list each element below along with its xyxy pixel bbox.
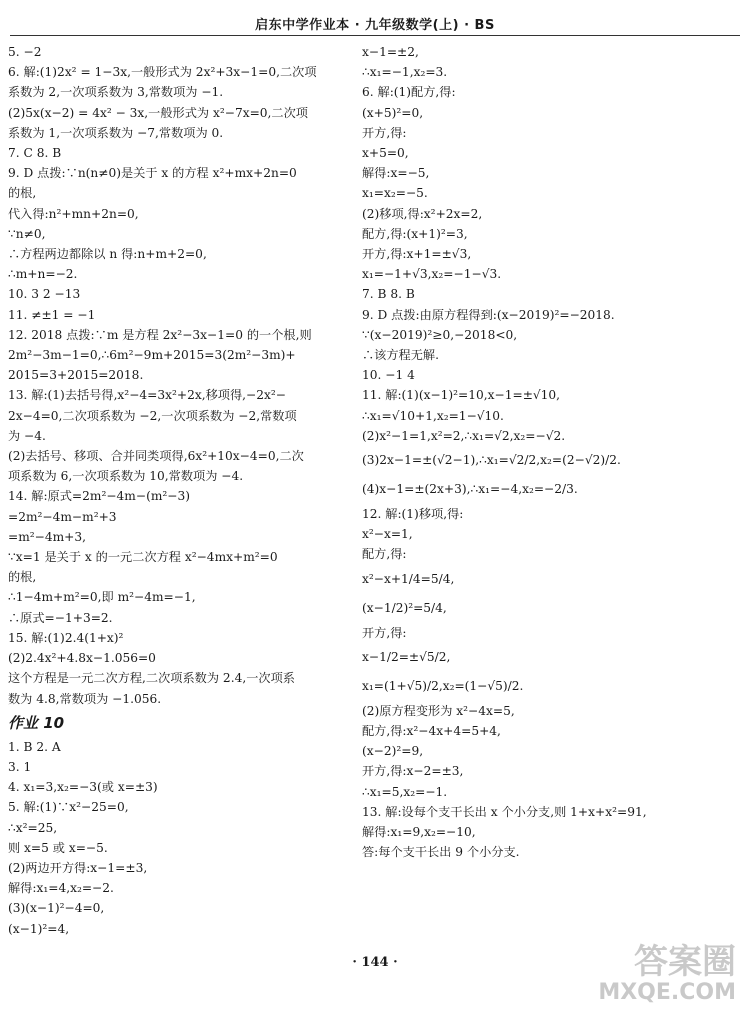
answer-line: (2)去括号、移项、合并同类项得,6x²+10x−4=0,二次 xyxy=(8,449,304,464)
answer-line: ∴x²=25, xyxy=(8,820,58,835)
answer-line: 13. 解:(1)去括号得,x²−4=3x²+2x,移项得,−2x²− xyxy=(8,388,286,403)
answer-line: 2015=3+2015=2018. xyxy=(8,368,144,383)
answer-line: (x−2)²=9, xyxy=(362,744,424,759)
watermark-main-text: 答案圈 xyxy=(634,942,736,982)
answer-line: 代入得:n²+mn+2n=0, xyxy=(8,206,139,221)
answer-line: (2)2.4x²+4.8x−1.056=0 xyxy=(8,651,156,666)
answer-line: 答:每个支干长出 9 个小分支. xyxy=(362,845,520,860)
answer-line: ∴x₁=−1,x₂=3. xyxy=(362,65,448,80)
answer-line: 2x−4=0,二次项系数为 −2,一次项系数为 −2,常数项 xyxy=(8,408,297,423)
answer-line: 开方,得:x+1=±√3, xyxy=(362,247,472,262)
answer-line: 11. ≠±1 = −1 xyxy=(8,307,96,322)
answer-line: 10. −1 4 xyxy=(362,368,415,383)
watermark-url-text: MXQE.COM xyxy=(598,980,736,1005)
answer-line: 10. 3 2 −13 xyxy=(8,287,81,302)
answer-line: x²−x+1/4=5/4, xyxy=(362,571,455,586)
answer-line: =m²−4m+3, xyxy=(8,529,87,544)
answer-line: ∴1−4m+m²=0,即 m²−4m=−1, xyxy=(8,590,196,605)
answer-line: 的根, xyxy=(8,570,37,585)
answer-line: ∴该方程无解. xyxy=(362,348,439,363)
answer-line: ∵n≠0, xyxy=(8,226,46,241)
answer-line: (x−1)²=4, xyxy=(8,921,70,936)
answer-line: x−1=±2, xyxy=(362,45,419,59)
answer-line: ∴x₁=√10+1,x₂=1−√10. xyxy=(362,408,504,423)
answer-line: 配方,得:(x+1)²=3, xyxy=(362,226,468,241)
answer-line: 1. B 2. A xyxy=(8,739,61,754)
answer-line: 项系数为 6,一次项系数为 10,常数项为 −4. xyxy=(8,469,244,484)
answer-line: 这个方程是一元二次方程,二次项系数为 2.4,一次项系 xyxy=(8,671,295,686)
answer-line: 解得:x=−5, xyxy=(362,166,430,181)
section-heading: 作业 10 xyxy=(8,713,65,732)
page-number: · 144 · xyxy=(352,955,398,970)
answer-line: 12. 解:(1)移项,得: xyxy=(362,507,464,522)
answer-line: 6. 解:(1)2x² = 1−3x,一般形式为 2x²+3x−1=0,二次项 xyxy=(8,65,317,80)
answer-line: 5. −2 xyxy=(8,45,42,59)
answer-line: 系数为 2,一次项系数为 3,常数项为 −1. xyxy=(8,85,224,100)
answer-line: 9. D 点拨:由原方程得到:(x−2019)²=−2018. xyxy=(362,307,615,322)
answer-line: 开方,得: xyxy=(362,625,407,640)
answer-line: 开方,得:x−2=±3, xyxy=(362,764,464,779)
answer-line: (2)x²−1=1,x²=2,∴x₁=√2,x₂=−√2. xyxy=(362,428,566,443)
answer-line: (3)(x−1)²−4=0, xyxy=(8,901,105,916)
answer-line: 开方,得: xyxy=(362,125,407,140)
left-column xyxy=(8,42,356,939)
answer-line: (4)x−1=±(2x+3),∴x₁=−4,x₂=−2/3. xyxy=(362,482,578,497)
watermark-logo xyxy=(598,943,736,1005)
answer-line: 12. 2018 点拨:∵m 是方程 2x²−3x−1=0 的一个根,则 xyxy=(8,327,312,342)
answer-line: (x+5)²=0, xyxy=(362,105,424,120)
answer-line: 配方,得:x²−4x+4=5+4, xyxy=(362,724,501,739)
answer-line: 解得:x₁=4,x₂=−2. xyxy=(8,881,114,896)
answer-line: 5. 解:(1)∵x²−25=0, xyxy=(8,800,129,815)
answer-line: 6. 解:(1)配方,得: xyxy=(362,85,456,100)
answer-line: 4. x₁=3,x₂=−3(或 x=±3) xyxy=(8,780,158,795)
answer-line: ∵x=1 是关于 x 的一元二次方程 x²−4mx+m²=0 xyxy=(8,550,278,565)
answer-line: 7. B 8. B xyxy=(362,287,415,302)
answer-line: x+5=0, xyxy=(362,146,409,161)
answer-line: (2)两边开方得:x−1=±3, xyxy=(8,860,148,875)
answer-line: ∴原式=−1+3=2. xyxy=(8,610,113,625)
answer-line: 2m²−3m−1=0,∴6m²−9m+2015=3(2m²−3m)+ xyxy=(8,348,296,363)
answer-line: 3. 1 xyxy=(8,759,32,774)
answer-line: 的根, xyxy=(8,186,37,201)
answer-line: 13. 解:设每个支干长出 x 个小分支,则 1+x+x²=91, xyxy=(362,804,647,819)
answer-line: 配方,得: xyxy=(362,547,407,562)
answer-line: ∴方程两边都除以 n 得:n+m+2=0, xyxy=(8,247,207,262)
answer-line: 11. 解:(1)(x−1)²=10,x−1=±√10, xyxy=(362,388,561,403)
answer-line: (x−1/2)²=5/4, xyxy=(362,600,447,615)
header-rule xyxy=(10,35,740,36)
answer-line: 数为 4.8,常数项为 −1.056. xyxy=(8,691,162,706)
answer-line: ∴m+n=−2. xyxy=(8,267,78,282)
answer-line: x₁=−1+√3,x₂=−1−√3. xyxy=(362,267,502,282)
answer-line: (2)移项,得:x²+2x=2, xyxy=(362,206,483,221)
answer-line: (2)5x(x−2) = 4x² − 3x,一般形式为 x²−7x=0,二次项 xyxy=(8,105,308,120)
answer-line: x₁=(1+√5)/2,x₂=(1−√5)/2. xyxy=(362,678,524,693)
answer-line: 解得:x₁=9,x₂=−10, xyxy=(362,825,476,840)
answer-line: 系数为 1,一次项系数为 −7,常数项为 0. xyxy=(8,125,224,140)
answer-line: (2)原方程变形为 x²−4x=5, xyxy=(362,703,515,718)
answer-line: ∴x₁=5,x₂=−1. xyxy=(362,784,448,799)
answer-line: =2m²−4m−m²+3 xyxy=(8,509,117,524)
answer-line: 为 −4. xyxy=(8,428,46,443)
answer-line: ∵(x−2019)²≥0,−2018<0, xyxy=(362,327,518,342)
answer-line: 7. C 8. B xyxy=(8,146,62,161)
answer-line: 15. 解:(1)2.4(1+x)² xyxy=(8,630,124,645)
answer-line: x₁=x₂=−5. xyxy=(362,186,428,201)
answer-line: 9. D 点拨:∵n(n≠0)是关于 x 的方程 x²+mx+2n=0 xyxy=(8,166,297,181)
page-header: 启东中学作业本 · 九年级数学(上) · BS xyxy=(255,18,495,33)
answer-line: 则 x=5 或 x=−5. xyxy=(8,840,108,855)
answer-line: 14. 解:原式=2m²−4m−(m²−3) xyxy=(8,489,190,504)
answer-line: x−1/2=±√5/2, xyxy=(362,649,451,664)
answer-line: x²−x=1, xyxy=(362,527,413,542)
answer-line: (3)2x−1=±(√2−1),∴x₁=√2/2,x₂=(2−√2)/2. xyxy=(362,453,621,468)
right-column xyxy=(362,42,740,863)
